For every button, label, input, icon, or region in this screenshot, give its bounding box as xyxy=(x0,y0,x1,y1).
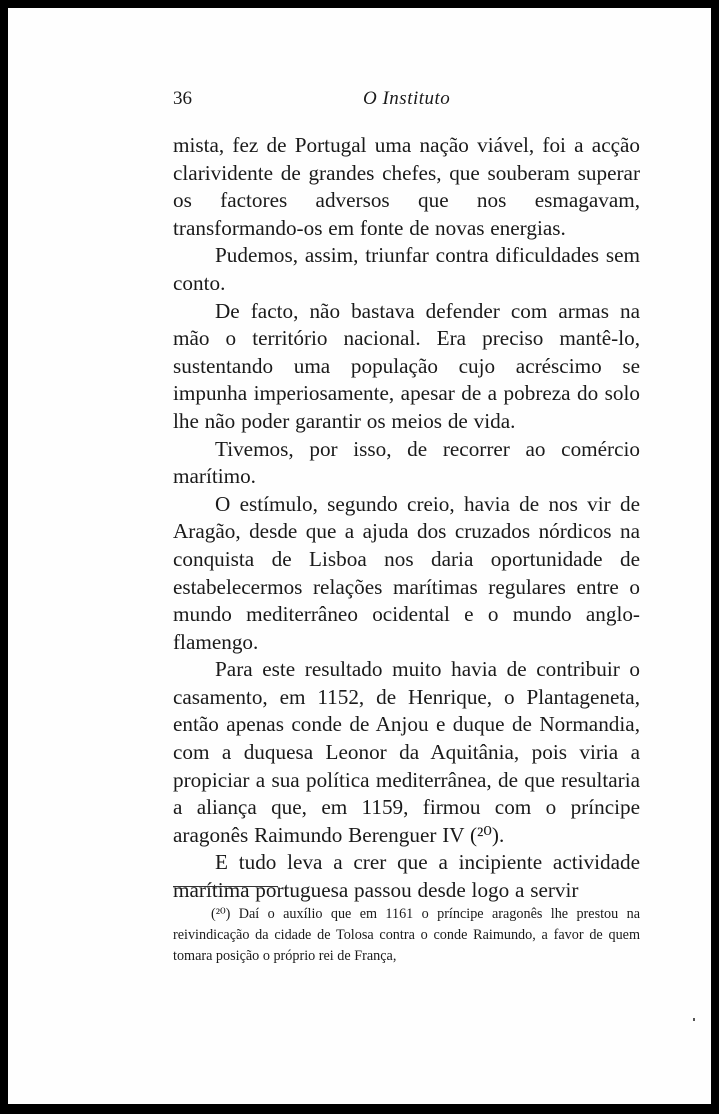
paragraph: E tudo leva a crer que a incipiente actividade marítima portuguesa passou desde logo a servir xyxy=(173,850,640,903)
footnote-text: Daí o auxílio que em 1161 o príncipe aragonês lhe prestou na reivindicação da cidade de Tolosa contra o conde Raimundo, a favor de quem tomara posição o próprio rei de França, xyxy=(173,906,640,964)
running-title: O Instituto xyxy=(363,88,451,109)
paragraph-text: Para este resultado muito havia de contribuir o casamento, em 1152, de Henrique, o Plantageneta, então apenas conde de Anjou e duque de Normandia, com a duquesa Leonor da Aquitânia, pois viria a propiciar a sua política mediterrânea, de que resultaria a aliança que, em 1159, firmou com o príncipe aragonês Raimundo Berenguer IV xyxy=(173,657,640,847)
paragraph: De facto, não bastava defender com armas na mão o território nacional. Era preciso mantê-lo, sustentando uma população cujo acréscimo se impunha imperiosamente, apesar de a pobreza do solo lhe não poder garantir os meios de vida. xyxy=(173,298,640,433)
footnote xyxy=(173,904,640,967)
paragraph: Tivemos, por isso, de recorrer ao comércio marítimo. xyxy=(173,436,640,489)
footnote-divider xyxy=(173,886,278,887)
page-number: 36 xyxy=(173,88,192,109)
footnote-marker: (²⁰) xyxy=(211,906,231,922)
page-header xyxy=(8,88,711,118)
paragraph: O estímulo, segundo creio, havia de nos vir de Aragão, desde que a ajuda dos cruzados nórdicos na conquista de Lisboa nos daria oportunidade de estabelecermos relações marítimas regulares entre o mundo mediterrâneo ocidental e o mundo anglo-flamengo. xyxy=(173,491,640,654)
book-page xyxy=(8,8,711,1104)
body-text xyxy=(173,132,640,905)
paragraph-end: . xyxy=(498,822,505,847)
footnotes xyxy=(173,904,640,967)
footnote-reference: (²⁰) xyxy=(469,822,499,847)
paragraph: mista, fez de Portugal uma nação viável, foi a acção clarividente de grandes chefes, que souberam superar os factores adversos que nos esmagavam, transformando-os em fonte de novas energias. xyxy=(173,133,640,240)
paragraph: Pudemos, assim, triunfar contra dificuldades sem conto. xyxy=(173,243,640,295)
scan-speck xyxy=(693,1018,695,1021)
paragraph xyxy=(173,656,640,849)
